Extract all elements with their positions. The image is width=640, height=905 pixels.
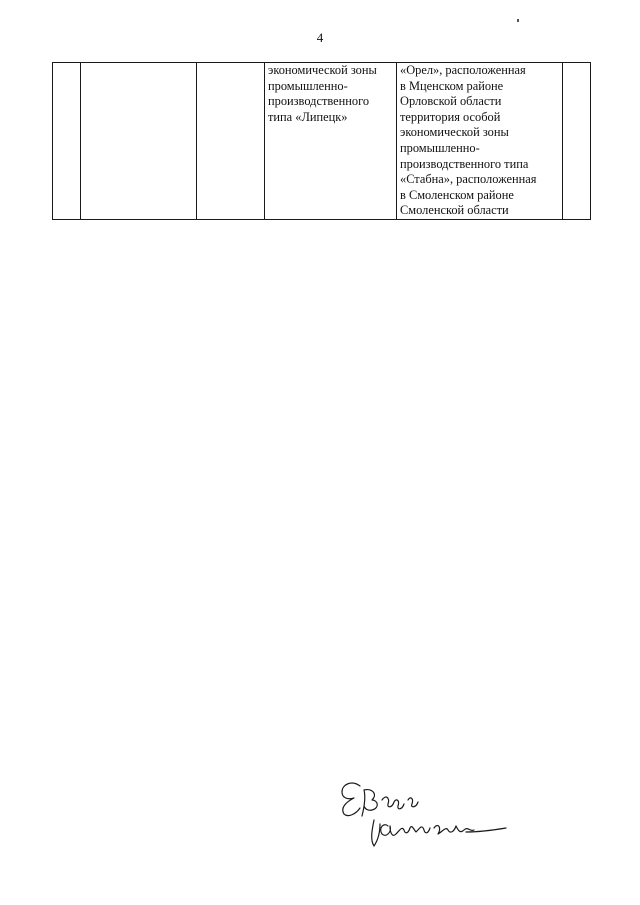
cell-text-line: территория особой — [400, 109, 501, 124]
table-cell-territory — [397, 63, 563, 220]
cell-text-line: экономической зоны — [400, 125, 509, 140]
table-cell-note — [563, 63, 591, 220]
cell-text-line: экономической зоны — [268, 63, 377, 77]
table-cell-zone — [265, 63, 397, 220]
handwritten-signature — [330, 770, 520, 850]
cell-text-line: типа «Липецк» — [268, 109, 348, 124]
scan-speck — [517, 19, 519, 22]
cell-text-line: Смоленской области — [400, 203, 509, 218]
cell-text-line: «Стабна», расположенная — [400, 172, 537, 187]
cell-text-line: в Мценском районе — [400, 78, 504, 93]
cell-text-line: производственного — [268, 94, 370, 109]
table-cell-code — [197, 63, 265, 220]
table-cell-number — [53, 63, 81, 220]
page-number: 4 — [316, 30, 324, 45]
cell-text-line: промышленно- — [400, 140, 480, 155]
table-row — [53, 63, 591, 220]
continuation-table — [52, 62, 591, 220]
cell-text-line: Орловской области — [400, 94, 502, 109]
cell-text-line: «Орел», расположенная — [400, 63, 526, 77]
cell-text-line: в Смоленском районе — [400, 187, 514, 202]
cell-text-line: промышленно- — [268, 78, 348, 93]
table-cell-name — [81, 63, 197, 220]
cell-text-line: производственного типа — [400, 156, 529, 171]
